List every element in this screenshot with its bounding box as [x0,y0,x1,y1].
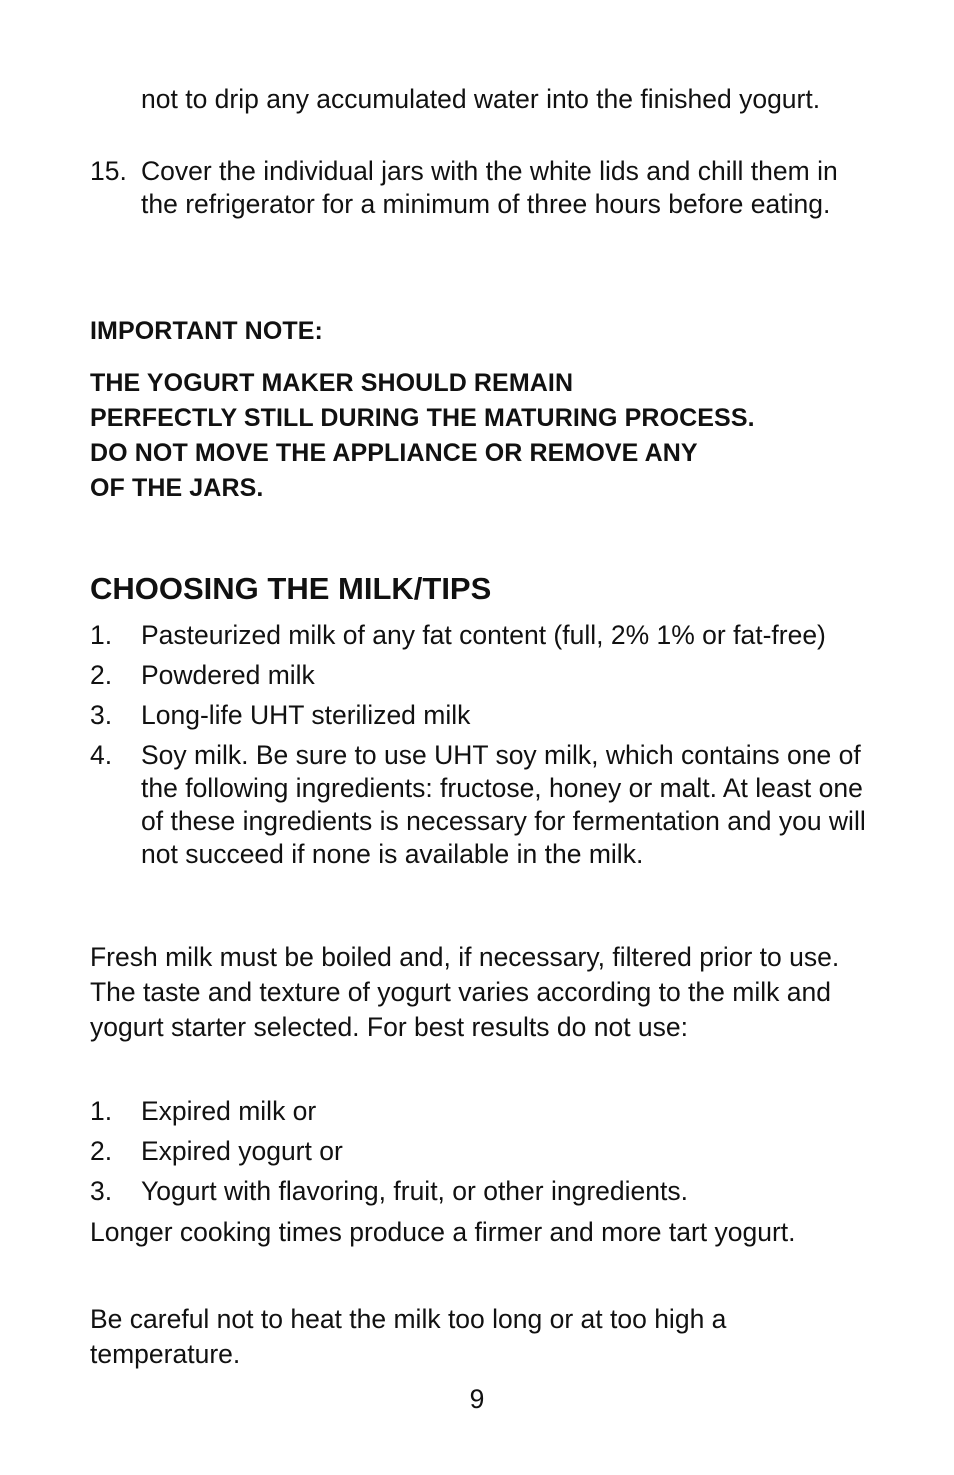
list-item [90,619,870,652]
list-item [90,739,870,871]
list-item-number: 3. [90,700,113,730]
list-item-number: 2. [90,1136,113,1166]
list-item-number: 1. [90,620,113,650]
important-note-line: PERFECTLY STILL DURING THE MATURING PROCESS. [90,404,755,432]
list-item-text: Powdered milk [141,660,315,690]
step-number: 15. [90,156,127,186]
important-note-line: DO NOT MOVE THE APPLIANCE OR REMOVE ANY [90,439,698,467]
careful-paragraph: Be careful not to heat the milk too long or at too high a temperature. [90,1304,727,1369]
list-item-number: 4. [90,740,113,770]
list-item [90,659,870,692]
important-note-label: IMPORTANT NOTE: [90,317,323,345]
continued-step-text: not to drip any accumulated water into the finished yogurt. [141,84,821,114]
page-number: 9 [469,1384,485,1414]
list-item [90,1135,870,1168]
section-heading: CHOOSING THE MILK/TIPS [90,571,492,606]
step-15 [90,155,870,221]
important-note-line: THE YOGURT MAKER SHOULD REMAIN [90,369,574,397]
list-item-text: Yogurt with flavoring, fruit, or other ingredients. [141,1176,688,1206]
cooking-paragraph: Longer cooking times produce a firmer and more tart yogurt. [90,1217,796,1247]
list-item-text: Pasteurized milk of any fat content (full, 2% 1% or fat-free) [141,620,826,650]
list-item [90,699,870,732]
important-note-body [90,366,890,506]
milk-list [90,619,870,871]
list-item-text: Soy milk. Be sure to use UHT soy milk, which contains one of the following ingredients: fructose, honey or malt. At least one of these ingredients is necessary for fermentation and you will not succeed if none is available in the milk. [141,740,866,869]
list-item-text: Long-life UHT sterilized milk [141,700,471,730]
step-text: Cover the individual jars with the white lids and chill them in the refrigerator for a minimum of three hours before eating. [141,156,838,219]
list-item-number: 3. [90,1176,113,1206]
list-item-text: Expired milk or [141,1096,317,1126]
list-item-text: Expired yogurt or [141,1136,343,1166]
fresh-milk-paragraph: Fresh milk must be boiled and, if necessary, filtered prior to use. The taste and texture of yogurt varies according to the milk and yogurt starter selected. For best results do not use: [90,942,840,1042]
list-item [90,1095,870,1128]
list-item [90,1175,870,1208]
list-item-number: 1. [90,1096,113,1126]
important-note-line: OF THE JARS. [90,474,264,502]
list-item-number: 2. [90,660,113,690]
avoid-list [90,1095,870,1208]
